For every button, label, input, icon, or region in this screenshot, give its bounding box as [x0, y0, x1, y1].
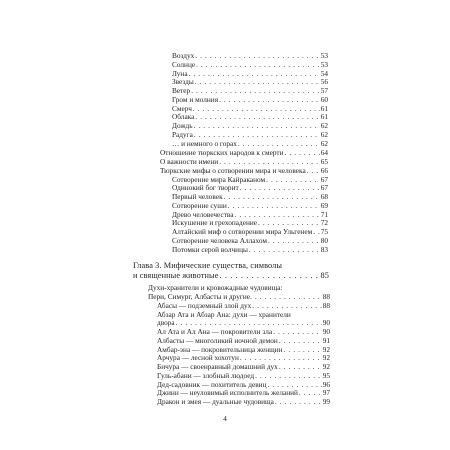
page-number: 4 [223, 414, 227, 423]
toc-entry [172, 140, 328, 149]
toc-entry [172, 61, 328, 70]
entry-page: 60 [320, 95, 328, 104]
entry-page: 97 [322, 389, 330, 398]
leader-dots [176, 319, 322, 328]
toc-entry [172, 202, 328, 211]
leader-dots [196, 61, 320, 70]
leader-dots [255, 372, 322, 381]
leader-dots [273, 328, 322, 337]
section-page: 88 [322, 293, 330, 301]
entry-page: 83 [320, 245, 328, 254]
toc-entry [172, 113, 328, 122]
leader-dots [224, 193, 320, 202]
entry-page: 54 [320, 69, 328, 78]
toc-entry [157, 337, 330, 346]
toc-entry [172, 211, 328, 220]
leader-dots [195, 78, 320, 87]
toc-entry [157, 389, 330, 398]
leader-dots [240, 354, 322, 363]
entry-title: Звезды [172, 78, 194, 87]
entry-page: 92 [322, 345, 330, 354]
toc-entry [172, 96, 328, 105]
toc-entry [172, 219, 328, 228]
leader-dots [195, 52, 319, 61]
entry-page: 62 [320, 139, 328, 148]
toc-entry [172, 70, 328, 79]
toc-entry [172, 131, 328, 140]
toc-entry [160, 158, 328, 167]
entry-title: Дед-садовник — похититель девиц [157, 380, 267, 389]
leader-dots [193, 105, 320, 114]
entry-title: Солнце [172, 60, 196, 69]
leader-dots [275, 398, 322, 407]
entry-title: Сотворение суши [172, 201, 227, 210]
chapter-page: 85 [320, 270, 329, 280]
toc-entry [172, 237, 328, 246]
entry-title: Облака [172, 113, 195, 122]
entry-page: 62 [320, 122, 328, 130]
section-title-line2: Пери, Симург, Албасты и другие [148, 293, 251, 301]
toc-entry [157, 363, 330, 372]
toc-entry [172, 246, 328, 255]
entry-page: 88 [322, 301, 330, 310]
leader-dots [220, 271, 320, 281]
entry-page: 53 [320, 60, 328, 69]
toc-entry [157, 354, 330, 363]
leader-dots [299, 389, 322, 398]
section-title-line1: Духи-хранители и кровожадные чудовища: [148, 283, 283, 293]
entry-page: 99 [322, 398, 330, 406]
entry-title: Алтайский миф о сотворении мира Ульгенем [172, 228, 313, 236]
entry-title: Радуга [172, 130, 193, 139]
entry-page: 61 [320, 113, 328, 122]
entry-title: Луна [172, 69, 188, 78]
toc-entry [157, 381, 330, 390]
entry-page: 80 [320, 236, 328, 245]
toc-entry [172, 193, 328, 202]
toc-entry [157, 302, 330, 311]
toc-entry [172, 87, 328, 96]
leader-dots [240, 184, 320, 193]
leader-dots [307, 167, 320, 176]
toc-entry [172, 176, 328, 185]
table-of-contents [0, 52, 450, 407]
toc-entry-multiline [157, 311, 330, 329]
chapter-heading [133, 261, 329, 280]
leader-dots [266, 176, 320, 185]
entry-title: Гром и молния [172, 95, 219, 104]
leader-dots [228, 202, 320, 211]
leader-dots [279, 337, 322, 346]
entry-page: 61 [320, 104, 328, 113]
entry-title: О важности имени [160, 158, 219, 166]
entry-page: 90 [322, 328, 330, 336]
toc-entry [160, 167, 328, 176]
entry-title: Первый человек [172, 193, 223, 201]
entry-page: 68 [320, 193, 328, 201]
entry-page: 57 [320, 87, 328, 95]
toc-entry [157, 346, 330, 355]
entry-title: Отношение тюркских народов к смерти [160, 149, 284, 158]
entry-page: 69 [320, 201, 328, 210]
entry-title: Одинокий бог творит [172, 184, 239, 193]
entry-page: 90 [322, 319, 330, 328]
toc-entry [157, 398, 330, 407]
entry-page: 92 [322, 363, 330, 371]
entry-title: Сотворение мира Кайраканом [172, 175, 266, 184]
leader-dots [249, 246, 320, 255]
entry-page: 67 [320, 184, 328, 193]
entry-title: Древо человечества [172, 210, 234, 219]
entry-page: 65 [320, 158, 328, 166]
entry-title: Потомки серой волчицы [172, 245, 248, 254]
section-heading [148, 284, 330, 302]
entry-page: 92 [322, 354, 330, 363]
entry-page: 91 [322, 336, 330, 345]
entry-page: 71 [320, 210, 328, 219]
leader-dots [194, 122, 320, 131]
entry-title: … и немного о горах [172, 139, 237, 148]
toc-entry [172, 184, 328, 193]
entry-page: 56 [320, 78, 328, 87]
entry-page: 72 [320, 219, 328, 228]
chapter-title-line1: Глава 3. Мифические существа, символы [133, 261, 283, 271]
leader-dots [235, 211, 320, 220]
entry-title: Искушение и грехопадение [172, 219, 258, 228]
entry-title: Смерч [172, 104, 192, 113]
entry-title: Ал Ата и Ал Ана — покровители зла [157, 328, 273, 336]
entry-page: 64 [320, 149, 328, 158]
leader-dots [279, 363, 322, 372]
entry-title: Джинн — неуловимый исполнитель желаний [157, 389, 298, 398]
leader-dots [195, 113, 319, 122]
entry-page: 96 [322, 380, 330, 389]
entry-page: 75 [320, 228, 328, 236]
entry-page: 95 [322, 371, 330, 380]
entry-title: Дождь [172, 122, 193, 130]
leader-dots [252, 302, 321, 311]
toc-entry [172, 78, 328, 87]
leader-dots [267, 381, 321, 390]
toc-entry [160, 149, 328, 158]
entry-title: Ветер [172, 87, 191, 95]
leader-dots [285, 149, 320, 158]
leader-dots [219, 96, 320, 105]
toc-entry [172, 122, 328, 131]
toc-entry [157, 328, 330, 337]
leader-dots [284, 346, 322, 355]
entry-page: 53 [320, 52, 328, 60]
leader-dots [250, 293, 323, 302]
toc-entry [172, 52, 328, 61]
entry-title: Амбар-эна — покровительница женщин [157, 345, 283, 354]
entry-title-line2: двора [157, 319, 175, 328]
leader-dots [258, 219, 320, 228]
chapter-title-line2: и священные животные [133, 270, 219, 280]
entry-title: Гуль-абани — злобный людоед [157, 371, 255, 380]
entry-title: Воздух [172, 52, 195, 60]
entry-title: Албасты — многоликий ночной демон [157, 336, 278, 345]
entry-page: 66 [320, 166, 328, 175]
entry-page: 62 [320, 130, 328, 139]
toc-entry [157, 372, 330, 381]
leader-dots [219, 158, 320, 167]
leader-dots [268, 237, 320, 246]
toc-entry [172, 228, 328, 237]
entry-page: 67 [320, 175, 328, 184]
entry-title: Дракон и змея — дуальные чудовища [157, 398, 274, 406]
leader-dots [189, 70, 320, 79]
leader-dots [238, 140, 320, 149]
toc-entry [172, 105, 328, 114]
entry-title-line1: Абзар Ата и Абзар Ана: духи — хранители [157, 309, 291, 319]
entry-title: Сотворение человека Аллахом [172, 236, 268, 245]
leader-dots [194, 131, 320, 140]
entry-title: Тюркские мифы о сотворении мира и человека [160, 166, 306, 175]
entry-title: Арчура — лесной хохотун [157, 354, 239, 363]
entry-title: Бичура — своенравный домашний дух [157, 363, 278, 371]
leader-dots [191, 87, 320, 96]
entry-title: Абасы — подземный злой дух [157, 301, 252, 310]
